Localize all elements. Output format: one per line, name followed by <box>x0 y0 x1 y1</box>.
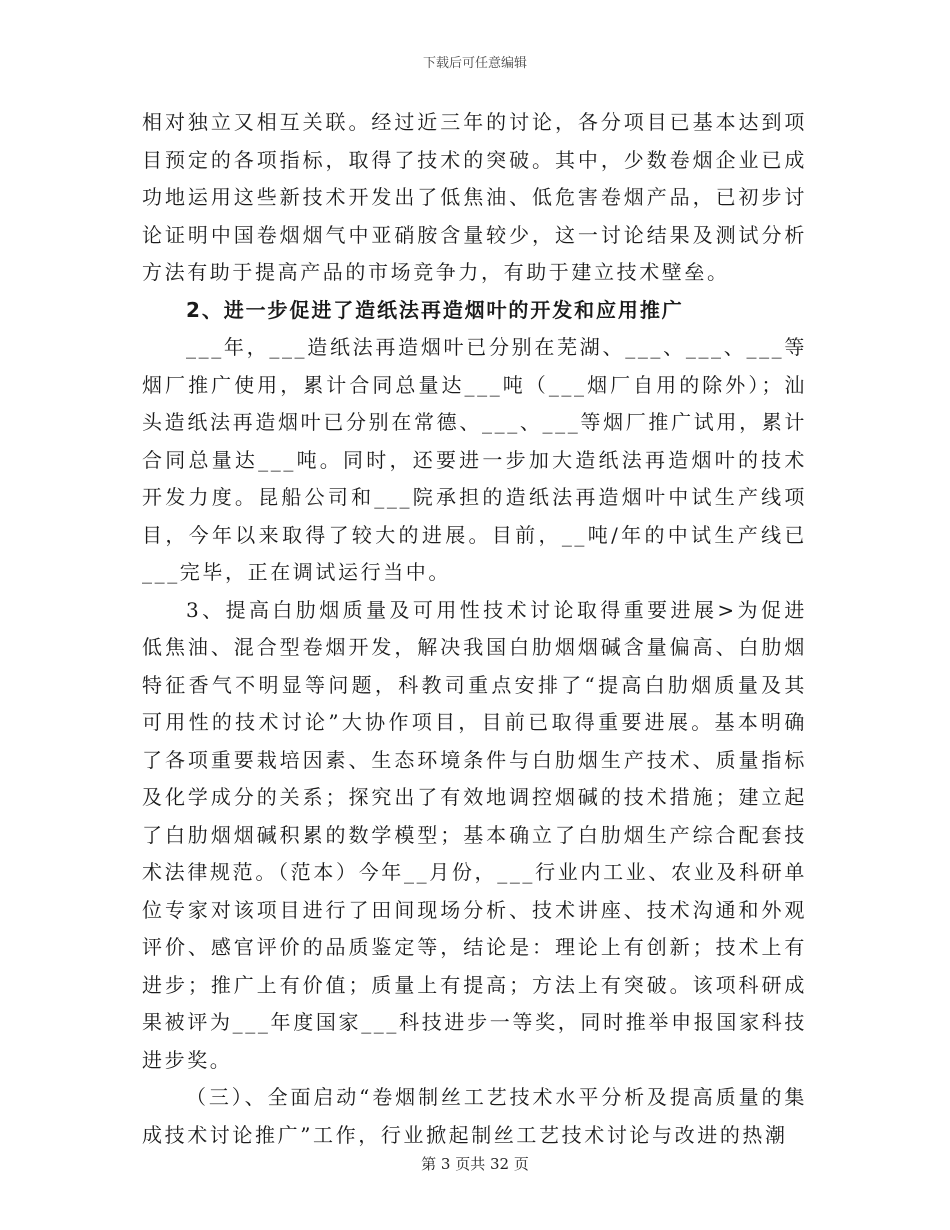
paragraph-4: （三）、全面启动“卷烟制丝工艺技术水平分析及提高质量的集成技术讨论推广”工作，行业掀起制丝工艺技术讨论与改进的热潮 <box>142 1085 807 1147</box>
paragraph-1: 相对独立又相互关联。经过近三年的讨论，各分项目已基本达到项目预定的各项指标，取得了技术的突破。其中，少数卷烟企业已成功地运用这些新技术开发出了低焦油、低危害卷烟产品，已初步讨论证明中国卷烟烟气中亚硝胺含量较少，这一讨论结果及测试分析方法有助于提高产品的市场竞争力，有助于建立技术壁垒。 <box>142 110 807 284</box>
document-body <box>142 104 807 1154</box>
paragraph-3: 3、提高白肋烟质量及可用性技术讨论取得重要进展>为促进低焦油、混合型卷烟开发，解决我国白肋烟烟碱含量偏高、白肋烟特征香气不明显等问题，科教司重点安排了“提高白肋烟质量及其可用性的技术讨论”大协作项目，目前已取得重要进展。基本明确了各项重要栽培因素、生态环境条件与白肋烟生产技术、质量指标及化学成分的关系；探究出了有效地调控烟碱的技术措施；建立起了白肋烟烟碱积累的数学模型；基本确立了白肋烟生产综合配套技术法律规范。（范本）今年__月份，___行业内工业、农业及科研单位专家对该项目进行了田间现场分析、技术讲座、技术沟通和外观评价、感官评价的品质鉴定等，结论是：理论上有创新；技术上有进步；推广上有价值；质量上有提高；方法上有突破。该项科研成果被评为___年度国家___科技进步一等奖，同时推举申报国家科技进步奖。 <box>142 597 807 1072</box>
page-footer-number: 第 3 页共 32 页 <box>421 1155 529 1173</box>
paragraph-2: ___年，___造纸法再造烟叶已分别在芜湖、___、___、___等烟厂推广使用，累计合同总量达___吨（___烟厂自用的除外）；汕头造纸法再造烟叶已分别在常德、___、___等烟厂推广试用，累计合同总量达___吨。同时，还要进一步加大造纸法再造烟叶的技术开发力度。昆船公司和___院承担的造纸法再造烟叶中试生产线项目，今年以来取得了较大的进展。目前，__吨/年的中试生产线已___完毕，正在调试运行当中。 <box>142 335 807 584</box>
page-header-note: 下载后可任意编辑 <box>422 56 527 71</box>
section-heading-2: 2、进一步促进了造纸法再造烟叶的开发和应用推广 <box>186 297 684 322</box>
